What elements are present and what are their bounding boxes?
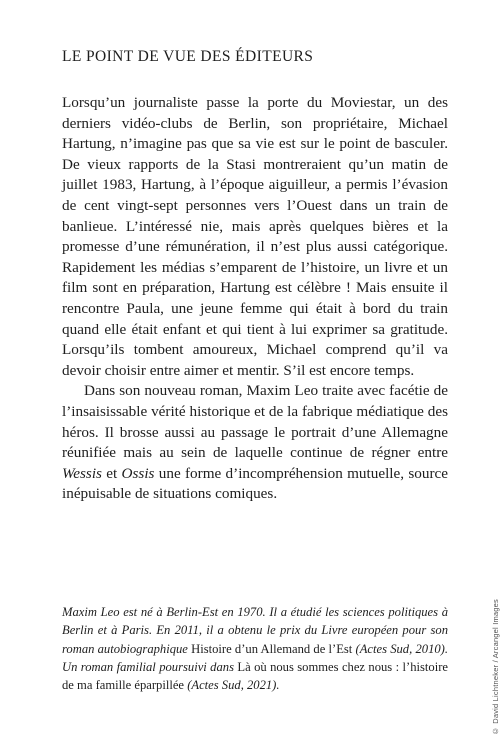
back-cover-text (62, 48, 448, 505)
synopsis-paragraph-2-part-2: et (101, 464, 122, 482)
bio-text-1: Maxim Leo est né à Berlin-Est en 1970. Il a étudié les sciences politiques à Berlin et à Paris. En 2011, il a obtenu le prix du Livre européen pour son roman autobiographique (62, 605, 448, 656)
author-bio (62, 603, 448, 694)
section-heading: LE POINT DE VUE DES ÉDITEURS (62, 48, 314, 65)
term-wessis: Wessis (62, 464, 102, 482)
bio-text-3: (Actes Sud, 2021). (187, 678, 280, 693)
synopsis (62, 93, 448, 505)
bio-book-title-1: Histoire d’un Allemand de l’Est (187, 641, 356, 656)
synopsis-paragraph-2-part-3: une forme d’incompréhension mutuelle, source inépuisable de situations comiques. (62, 464, 448, 503)
synopsis-paragraph-1: Lorsqu’un journaliste passe la porte du Moviestar, un des derniers vidéo-clubs de Berlin, son propriétaire, Michael Hartung, n’imagine pas que sa vie est sur le point de basculer. De vieux rapports de la Stasi montreraient qu’un matin de juillet 1983, Hartung, à l’époque aiguilleur, a permis l’évasion de cent vingt-sept personnes vers l’Ouest dans un train de banlieue. L’intéressé nie, mais après quelques bières et la promesse d’une rémunération, il n’est plus aussi catégorique. Rapidement les médias s’emparent de l’histoire, un livre et un film sont en préparation, Hartung est célèbre ! Mais ensuite il rencontre Paula, une jeune femme qui était à bord du train quand elle était enfant et qui tient à lui exprimer sa gratitude. Lorsqu’ils tombent amoureux, Michael comprend qu’il va devoir choisir entre aimer et mentir. S’il est encore temps. (62, 94, 448, 379)
term-ossis: Ossis (121, 464, 155, 482)
bio-text-2: (Actes Sud, 2010). Un roman familial poursuivi dans (62, 641, 449, 674)
bio-book-title-2: Là où nous sommes chez nous : l’histoire de ma famille éparpillée (62, 659, 448, 693)
synopsis-paragraph-2 (62, 381, 448, 505)
synopsis-paragraph-2-part-1: Dans son nouveau roman, Maxim Leo traite avec facétie de l’insaisissable vérité historique et de la fabrique médiatique des héros. Il brosse aussi au passage le portrait d’une Allemagne réunifiée mais au sein de laquelle continue de régner entre (62, 382, 448, 462)
photo-credit: © David Lichtneker / Arcangel Images (491, 598, 500, 735)
